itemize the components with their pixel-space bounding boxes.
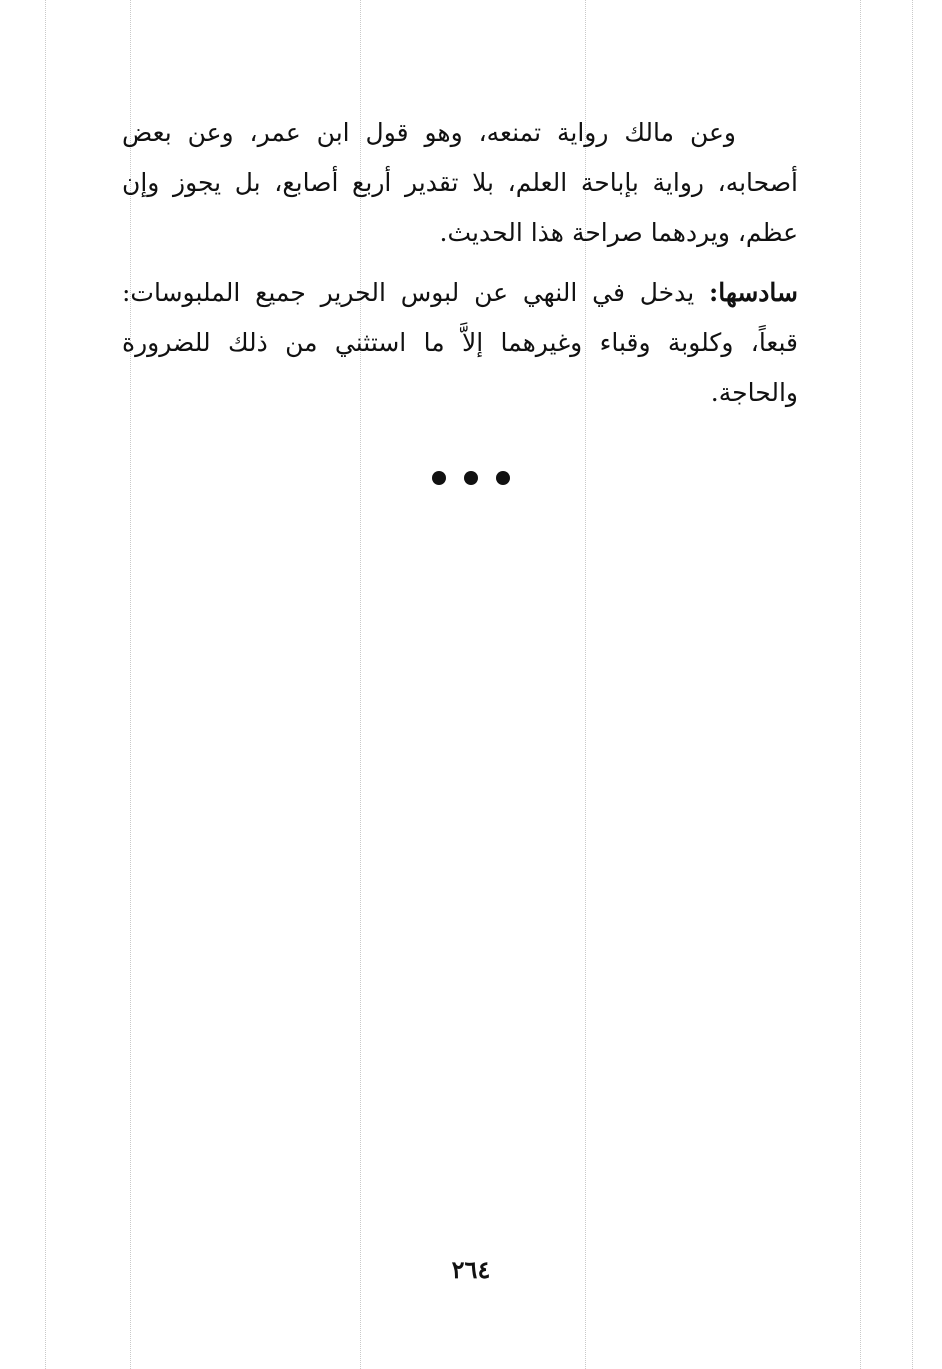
page-number: ٢٦٤ xyxy=(451,1255,491,1284)
paragraph-malik-narration xyxy=(122,108,798,258)
three-dots-separator xyxy=(0,471,942,485)
paragraph-text: يدخل في النهي عن لبوس الحرير جميع الملبوسات: قبعاً، وكلوبة وقباء وغيرهما إلاَّ ما استثني من ذلك للضرورة والحاجة. xyxy=(122,278,798,407)
paragraph-sixth-point xyxy=(122,268,798,418)
scan-artifact-line xyxy=(912,0,913,1369)
paragraph-text: وعن مالك رواية تمنعه، وهو قول ابن عمر، وعن بعض أصحابه، رواية بإباحة العلم، بلا تقدير أربع أصابع، بل يجوز وإن عظم، ويردهما صراحة هذا الحديث. xyxy=(122,118,798,247)
separator-dot xyxy=(432,471,446,485)
scan-artifact-line xyxy=(45,0,46,1369)
section-lead-term: سادسها: xyxy=(708,278,798,307)
separator-dot xyxy=(464,471,478,485)
separator-dot xyxy=(496,471,510,485)
scan-artifact-line xyxy=(860,0,861,1369)
